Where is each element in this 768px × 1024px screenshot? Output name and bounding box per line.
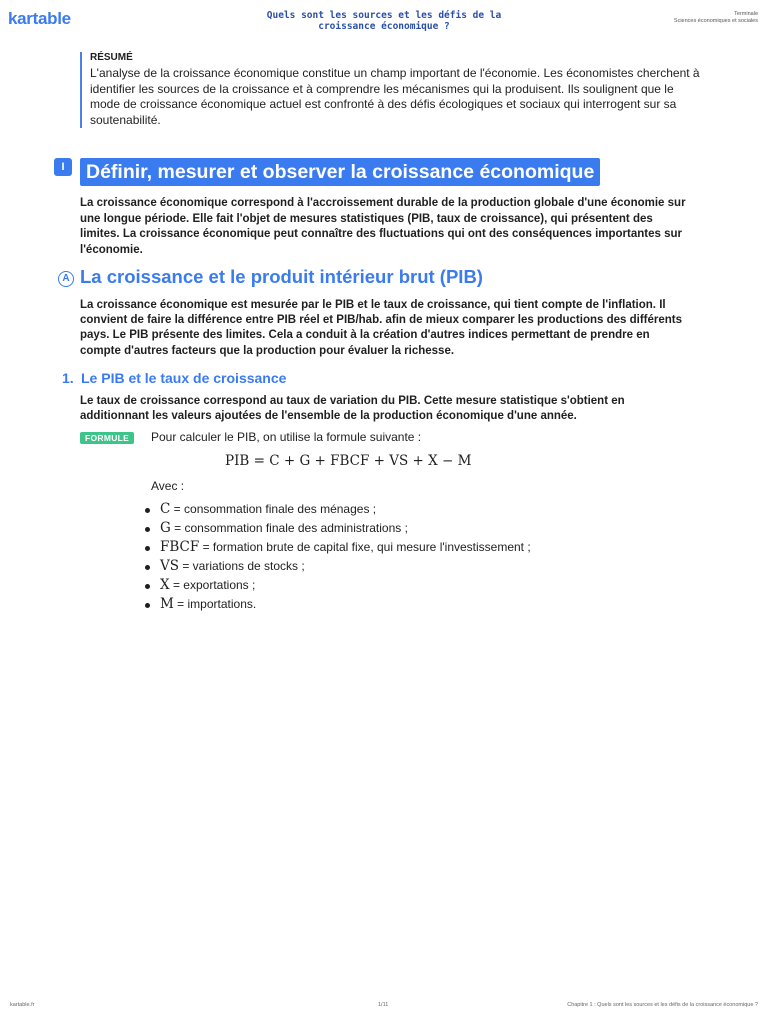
summary-heading: RÉSUMÉ xyxy=(90,52,133,63)
variable-symbol: X xyxy=(160,577,170,593)
variable-symbol: VS xyxy=(160,558,179,574)
subsection-intro: La croissance économique est mesurée par le PIB et le taux de croissance, qui tient compte de l'inflation. Il convient de faire la différence entre PIB réel et PIB/hab. afin de mieux comparer les productions des différents pays. Le PIB présente des limites. Cela a conduit à la création d'autres indices permettant de prendre en compte d'autres facteurs que la production pour évaluer la richesse. xyxy=(80,299,683,357)
gdp-equation: PIB = C + G + FBCF + VS + X − M xyxy=(225,453,472,469)
point-definition: Le taux de croissance correspond au taux de variation du PIB. Cette mesure statistique s'obtient en additionnant les valeurs ajoutées de l'ensemble de la production économique d'une année. xyxy=(80,395,625,422)
kartable-logo[interactable]: kartable xyxy=(8,9,71,28)
summary-text: L'analyse de la croissance économique constitue un champ important de l'économie. Les économistes cherchent à identifier les sources de la croissance et à comprendre les mécanismes qui la produisent. Ils soulignent que le mode de croissance économique actuel est confronté à des défis écologiques et sociaux qui interrogent sur sa soutenabilité. xyxy=(90,66,700,127)
variable-symbol: FBCF xyxy=(160,539,200,555)
summary-box xyxy=(80,52,700,128)
variable-symbol: M xyxy=(160,596,174,612)
footer-chapter: Chapitre 1 : Quels sont les sources et les défis de la croissance économique ? xyxy=(567,1002,758,1008)
point-title: Le PIB et le taux de croissance xyxy=(81,370,287,386)
list-item xyxy=(140,500,531,519)
variable-description: = exportations ; xyxy=(169,578,256,592)
variable-description: = importations. xyxy=(173,597,257,611)
variable-symbol: G xyxy=(160,520,171,536)
subsection-letter-badge: A xyxy=(58,271,74,287)
list-item xyxy=(140,519,531,538)
formula-intro: Pour calculer le PIB, on utilise la formule suivante : xyxy=(151,430,422,444)
variable-description: = formation brute de capital fixe, qui mesure l'investissement ; xyxy=(199,540,531,554)
list-item xyxy=(140,538,531,557)
variable-symbol: C xyxy=(160,501,171,517)
document-title: Quels sont les sources et les défis de la croissance économique ? xyxy=(266,10,502,32)
variable-description: = variations de stocks ; xyxy=(179,559,305,573)
section-title: Définir, mesurer et observer la croissance économique xyxy=(80,158,600,186)
subject-label: Sciences économiques et sociales xyxy=(673,17,758,24)
variable-description: = consommation finale des ménages ; xyxy=(170,502,377,516)
footer-site[interactable]: kartable.fr xyxy=(10,1002,35,1008)
list-item xyxy=(140,557,531,576)
header-meta xyxy=(674,11,758,24)
section-intro: La croissance économique correspond à l'accroissement durable de la production globale d'une économie sur une longue période. Elle fait l'objet de mesures statistiques (PIB, taux de croissance), qui présentent des limites. La croissance économique peut connaître des fluctuations qui ont des conséquences importantes sur l'économie. xyxy=(80,197,686,256)
section-number-badge: I xyxy=(54,158,72,176)
footer-page-number: 1/11 xyxy=(378,1002,389,1008)
point-number: 1. xyxy=(62,370,74,386)
level-label: Terminale xyxy=(734,11,758,17)
list-item xyxy=(140,595,531,614)
variable-list xyxy=(140,500,531,614)
subsection-title: La croissance et le produit intérieur brut (PIB) xyxy=(80,266,483,287)
formula-tag: FORMULE xyxy=(80,432,134,444)
avec-label: Avec : xyxy=(151,479,185,493)
list-item xyxy=(140,576,531,595)
variable-description: = consommation finale des administrations ; xyxy=(170,521,408,535)
